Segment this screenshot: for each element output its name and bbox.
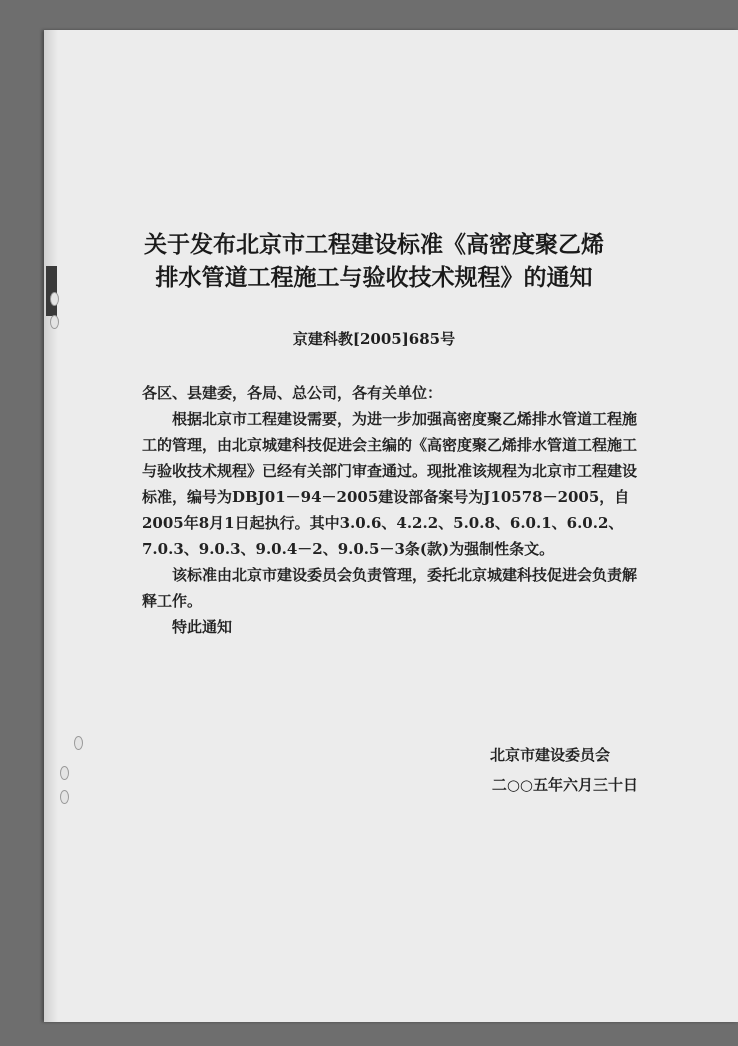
title-line-1: 关于发布北京市工程建设标准《高密度聚乙烯 — [144, 231, 604, 258]
paragraph-1: 根据北京市工程建设需要，为进一步加强高密度聚乙烯排水管道工程施工的管理，由北京城建科技促进会主编的《高密度聚乙烯排水管道工程施工与验收技术规程》已经有关部门审查通过。现批准该规程为北京市工程建设标准，编号为DBJ01－94－2005建设部备案号为J10578－2005，自2005年8月1日起执行。其中3.0.6、4.2.2、5.0.8、6.0.1、6.0.2、7.0.3、9.0.3、9.0.4－2、9.0.5－3条(款)为强制性条文。 — [142, 410, 638, 558]
paragraph-2: 该标准由北京市建设委员会负责管理，委托北京城建科技促进会负责解释工作。 — [142, 566, 638, 610]
punch-hole — [74, 736, 83, 750]
signature-block — [414, 740, 644, 800]
document-number: 京建科教[2005]685号 — [292, 330, 456, 348]
issuer-name: 北京市建设委员会 — [489, 746, 610, 764]
binding-edge — [44, 30, 58, 1022]
issue-date: 二○○五年六月三十日 — [491, 776, 638, 794]
closing-line: 特此通知 — [172, 618, 233, 636]
salutation: 各区、县建委，各局、总公司，各有关单位： — [142, 384, 443, 402]
notice-body — [142, 380, 642, 640]
punch-hole — [50, 292, 59, 306]
punch-hole — [60, 766, 69, 780]
binding-tab-mark — [46, 266, 57, 316]
punch-hole — [50, 315, 59, 329]
punch-hole — [60, 790, 69, 804]
title-line-2: 排水管道工程施工与验收技术规程》的通知 — [155, 264, 593, 291]
notice-title — [104, 228, 644, 294]
document-page — [44, 30, 738, 1022]
